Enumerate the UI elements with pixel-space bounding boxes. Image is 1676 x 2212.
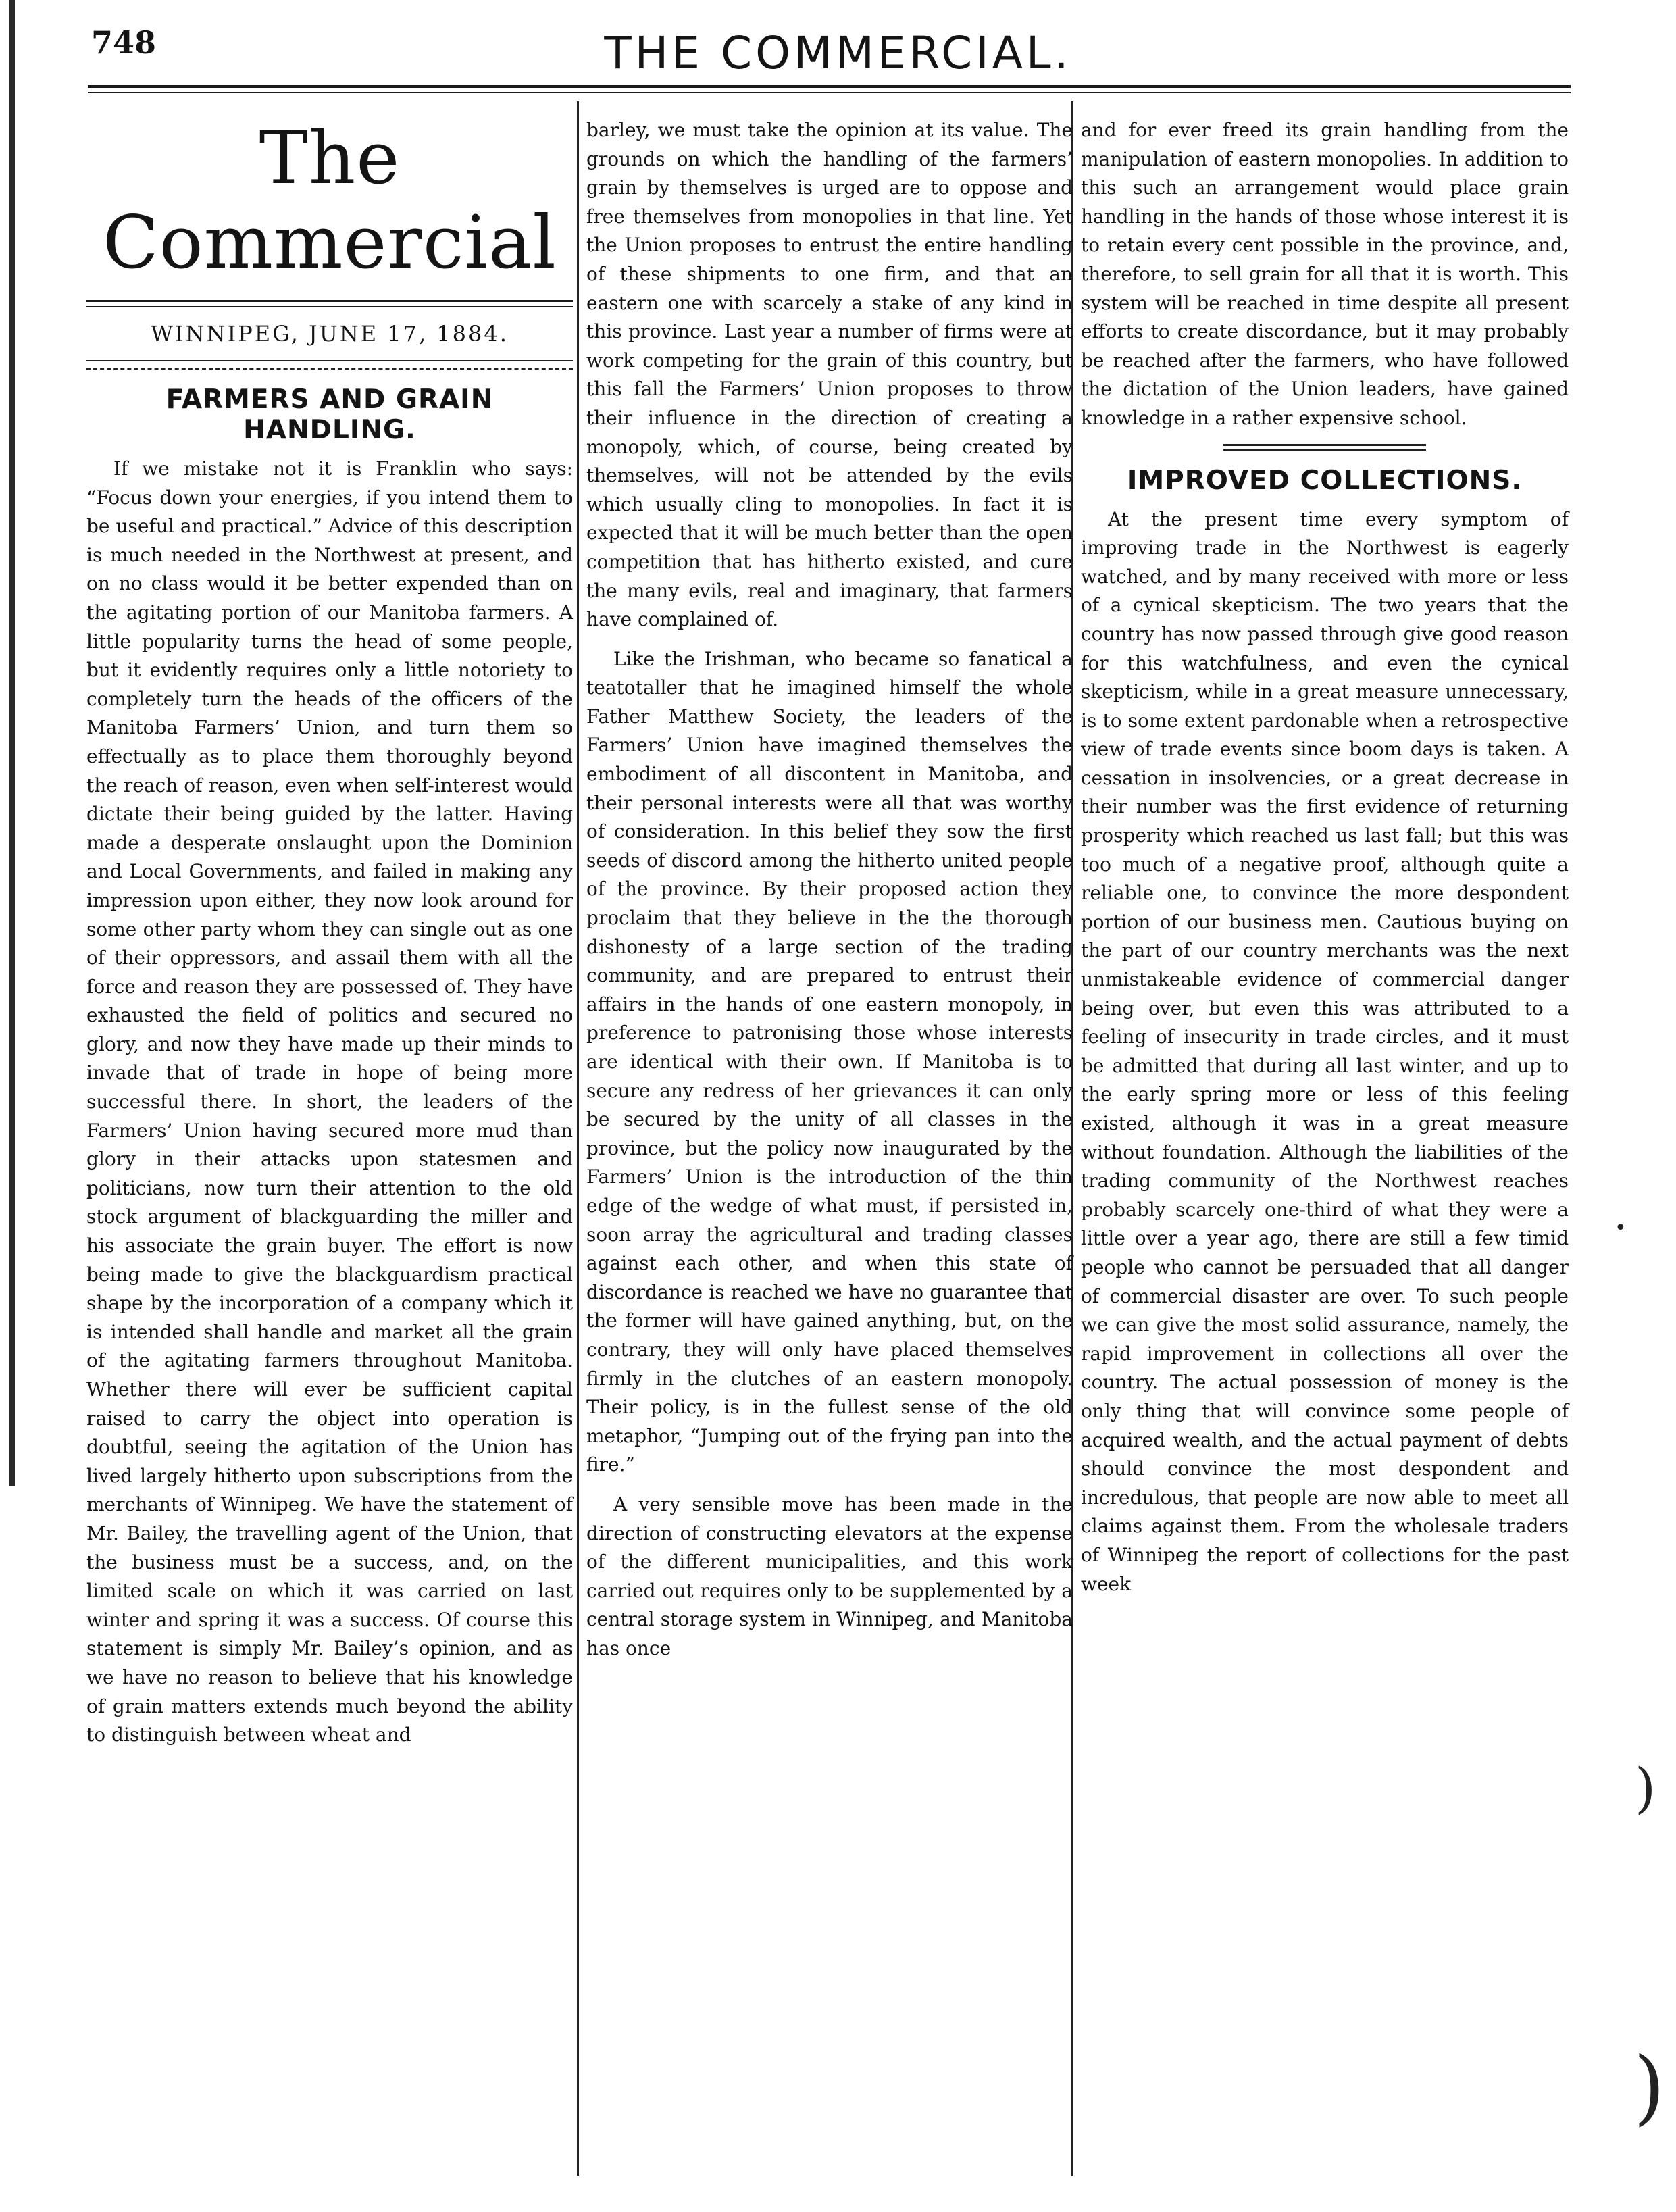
article-paragraph: If we mistake not it is Franklin who says: “Focus down your energies, if you intend them to be useful and practical.” Advice of this description is much needed in the Northwest at present, and on no class would it be better expended than on the agitating portion of our Manitoba farmers. A little popularity turns the head of some people, but it evidently requires only a little notoriety to completely turn the heads of the officers of the Manitoba Farmers’ Union, and turn them so effectually as to place them thoroughly beyond the reach of reason, even when self-interest would dictate their being guided by the latter. Having made a desperate onslaught upon the Dominion and Local Governments, and failed in making any impression upon either, they now look around for some other party whom they can single out as one of their oppressors, and assail them with all the force and reason they are possessed of. They have exhausted the field of politics and secured no glory, and now they have made up their minds to invade that of trade in hope of being more successful there. In short, the leaders of the Farmers’ Union having secured more mud than glory in their attacks upon statesmen and politicians, now turn their attention to the old stock argument of blackguarding the miller and his associate the grain buyer. The effort is now being made to give the blackguardism practical shape by the incorporation of a company which it is intended shall handle and market all the grain of the agitating farmers throughout Manitoba. Whether there will ever be sufficient capital raised to carry the object into operation is doubtful, seeing the agitation of the Union has lived largely hitherto upon subscriptions from the merchants of Winnipeg. We have the statement of Mr. Bailey, the travelling agent of the Union, that the business must be a success, and, on the limited scale on which it was carried on last winter and spring it was a success. Of course this statement is simply Mr. Bailey’s opinion, and as we have no reason to believe that his knowledge of grain matters extends much beyond the ability to distinguish between wheat and bbox=[86, 457, 573, 1746]
dateline-dashed-rule bbox=[86, 368, 573, 370]
header-rule-bottom bbox=[88, 92, 1571, 93]
binding-edge-rule bbox=[9, 0, 15, 1486]
column-2 bbox=[586, 116, 1073, 1674]
masthead-rule bbox=[86, 300, 573, 307]
column-divider-1 bbox=[577, 101, 579, 2176]
masthead: The Commercial bbox=[103, 116, 557, 285]
dateline-rule bbox=[86, 360, 573, 361]
article-paragraph: A very sensible move has been made in the direction of constructing elevators at the expense of the different municipalities, and this work carried out requires only to be supplemented by a central storage system in Winnipeg, and Manitoba has once bbox=[586, 1492, 1073, 1659]
page-number: 748 bbox=[91, 24, 157, 61]
dateline: WINNIPEG, JUNE 17, 1884. bbox=[151, 321, 509, 347]
article-separator-rule bbox=[1223, 444, 1426, 451]
article-paragraph: Like the Irishman, who became so fanatical a teatotaller that he imagined himself the whole Father Matthew Society, the leaders of the Farmers’ Union have imagined themselves the embodiment of all discontent in Manitoba, and their personal interests were all that was worthy of consideration. In this belief they sow the first seeds of discord among the hitherto united people of the province. By their proposed action they proclaim that they believe in the the thorough dishonesty of a large section of the trading community, and are prepared to entrust their affairs in the hands of one eastern monopoly, in preference to patronising those whose interests are identical with their own. If Manitoba is to secure any redress of her grievances it can only be secured by the unity of all classes in the province, but the policy now inaugurated by the Farmers’ Union is the introduction of the thin edge of the wedge of what must, if persisted in, soon array the agricultural and trading classes against each other, and when this state of discordance is reached we have no guarantee that the former will have gained anything, but, on the contrary, they will only have placed themselves firmly in the clutches of an eastern monopoly. Their policy, is in the fullest sense of the old metaphor, “Jumping out of the frying pan into the fire.” bbox=[586, 647, 1073, 1476]
running-head: THE COMMERCIAL. bbox=[604, 27, 1072, 79]
header-rule-top bbox=[88, 85, 1571, 88]
margin-speck-mark: • bbox=[1615, 1216, 1627, 1240]
column-3 bbox=[1081, 116, 1569, 1609]
margin-pencil-mark: ) bbox=[1635, 1757, 1656, 1819]
article-paragraph: and for ever freed its grain handling from the manipulation of eastern monopolies. In addition to this such an arrangement would place grain handling in the hands of those whose interest it is to retain every cent possible in the province, and, therefore, to sell grain for all that it is worth. This system will be reached in time despite all present efforts to create discordance, but it may probably be reached after the farmers, who have followed the dictation of the Union leaders, have gained knowledge in a rather expensive school. bbox=[1081, 119, 1569, 429]
article-heading-farmers: FARMERS AND GRAIN HANDLING. bbox=[166, 384, 494, 445]
margin-pencil-mark: ) bbox=[1633, 2040, 1665, 2134]
article-heading-collections: IMPROVED COLLECTIONS. bbox=[1127, 465, 1523, 496]
column-1 bbox=[86, 116, 573, 1761]
article-paragraph: At the present time every symptom of improving trade in the Northwest is eagerly watched, and by many received with more or less of a cynical skepticism. The two years that the country has now passed through give good reason for this watchfulness, and even the cynical skepticism, while in a great measure unnecessary, is to some extent pardonable when a retrospective view of trade events since boom days is taken. A cessation in insolvencies, or a great decrease in their number was the first evidence of returning prosperity which reached us last fall; but this was too much of a negative proof, although quite a reliable one, to convince the more despondent portion of our business men. Cautious buying on the part of our country merchants was the next unmistakeable evidence of commercial danger being over, but even this was attributed to a feeling of insecurity in trade circles, and it must be admitted that during all last winter, and up to the early spring more or less of this feeling existed, although it was in a great measure without foundation. Although the liabilities of the trading community of the Northwest reaches probably scarcely one-third of what they were a little over a year ago, there are still a few timid people who cannot be persuaded that all danger of commercial disaster are over. To such people we can give the most solid assurance, namely, the rapid improvement in collections all over the country. The actual possession of money is the only thing that will convince some people of acquired wealth, and the actual payment of debts should convince the most despondent and incredulous, that people are now able to meet all claims against them. From the wholesale traders of Winnipeg the report of collections for the past week bbox=[1081, 507, 1569, 1595]
article-paragraph: barley, we must take the opinion at its value. The grounds on which the handling of the farmers’ grain by themselves is urged are to oppose and free themselves from monopolies in that line. Yet the Union proposes to entrust the entire handling of these shipments to one firm, and that an eastern one with scarcely a stake of any kind in this province. Last year a number of firms were at work competing for the grain of this country, but this fall the Farmers’ Union proposes to throw their influence in the direction of creating a monopoly, which, of course, being created by themselves, will not be attended by the evils which usually cling to monopolies. In fact it is expected that it will be much better than the open competition that has hitherto existed, and cure the many evils, real and imaginary, that farmers have complained of. bbox=[586, 119, 1073, 631]
